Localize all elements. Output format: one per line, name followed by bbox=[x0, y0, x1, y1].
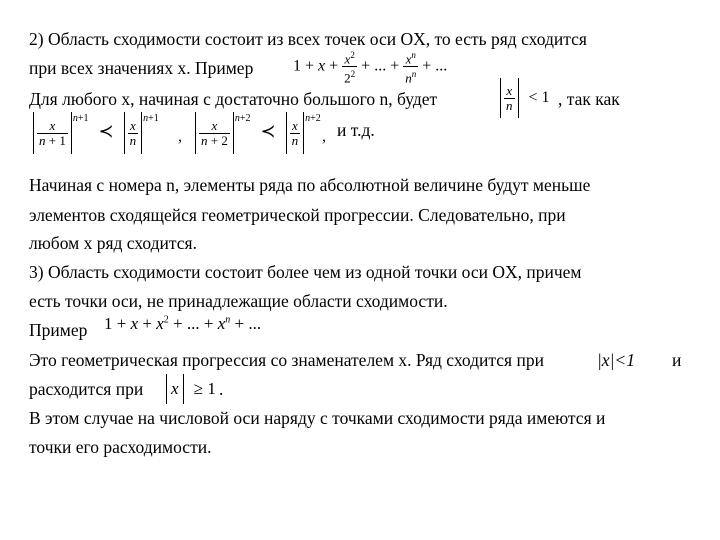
text-line-11c: и bbox=[672, 350, 682, 370]
text-condition-abs: |x|<1 bbox=[597, 350, 635, 370]
text-line-4: и т.д. bbox=[337, 120, 375, 140]
text-line-3b: , так как bbox=[558, 89, 620, 109]
text-line-7: любом x ряд сходится. bbox=[29, 233, 197, 253]
text-line-8: 3) Область сходимости состоит более чем из одной точки оси OX, причем bbox=[29, 262, 582, 282]
text-line-1: 2) Область сходимости состоит из всех точек оси OX, то есть ряд сходится bbox=[29, 29, 587, 49]
formula-inequality-2: $\frac{x}{n + 2}$ $^{n+2}$ ≺ $\frac{x}{n}$ $^{n+2}$ bbox=[195, 112, 321, 154]
text-line-9: есть точки оси, не принадлежащие области сходимости. bbox=[29, 291, 448, 311]
comma-2: , bbox=[322, 128, 326, 145]
text-line-5: Начиная с номера n, элементы ряда по абсолютной величине будут меньше bbox=[29, 175, 591, 195]
text-line-12a: расходится при bbox=[29, 379, 144, 399]
formula-condition-1: $\frac{x}{n}$ < 1 bbox=[500, 78, 550, 118]
text-line-11a: Это геометрическая прогрессия со знаменателем x. Ряд сходится при bbox=[29, 350, 544, 370]
formula-series-2: $1 + x + x^2$ + ... + $x^n$ + ... bbox=[104, 314, 262, 333]
text-line-10: Пример bbox=[29, 320, 88, 340]
text-line-2: при всех значениях x. Пример bbox=[29, 58, 254, 78]
formula-inequality-1: $\frac{x}{n + 1}$ $^{n+1}$ ≺ $\frac{x}{n}$ $^{n+1}$ bbox=[33, 112, 159, 154]
text-line-6: элементов сходящейся геометрической прогрессии. Следовательно, при bbox=[29, 205, 566, 225]
formula-condition-2: x ≥ 1 bbox=[166, 374, 216, 404]
text-line-13: В этом случае на числовой оси наряду с точками сходимости ряда имеются и bbox=[29, 408, 606, 428]
text-line-3a: Для любого x, начиная с достаточно большого n, будет bbox=[29, 89, 438, 109]
text-line-14: точки его расходимости. bbox=[29, 437, 212, 457]
comma-1: , bbox=[178, 128, 182, 145]
text-line-12b: . bbox=[219, 379, 224, 399]
formula-series-1: 1 + x + $\frac{x^2}{2^2}$ + ... + $\frac{x^n}{n^n}$ + ... bbox=[293, 50, 448, 86]
